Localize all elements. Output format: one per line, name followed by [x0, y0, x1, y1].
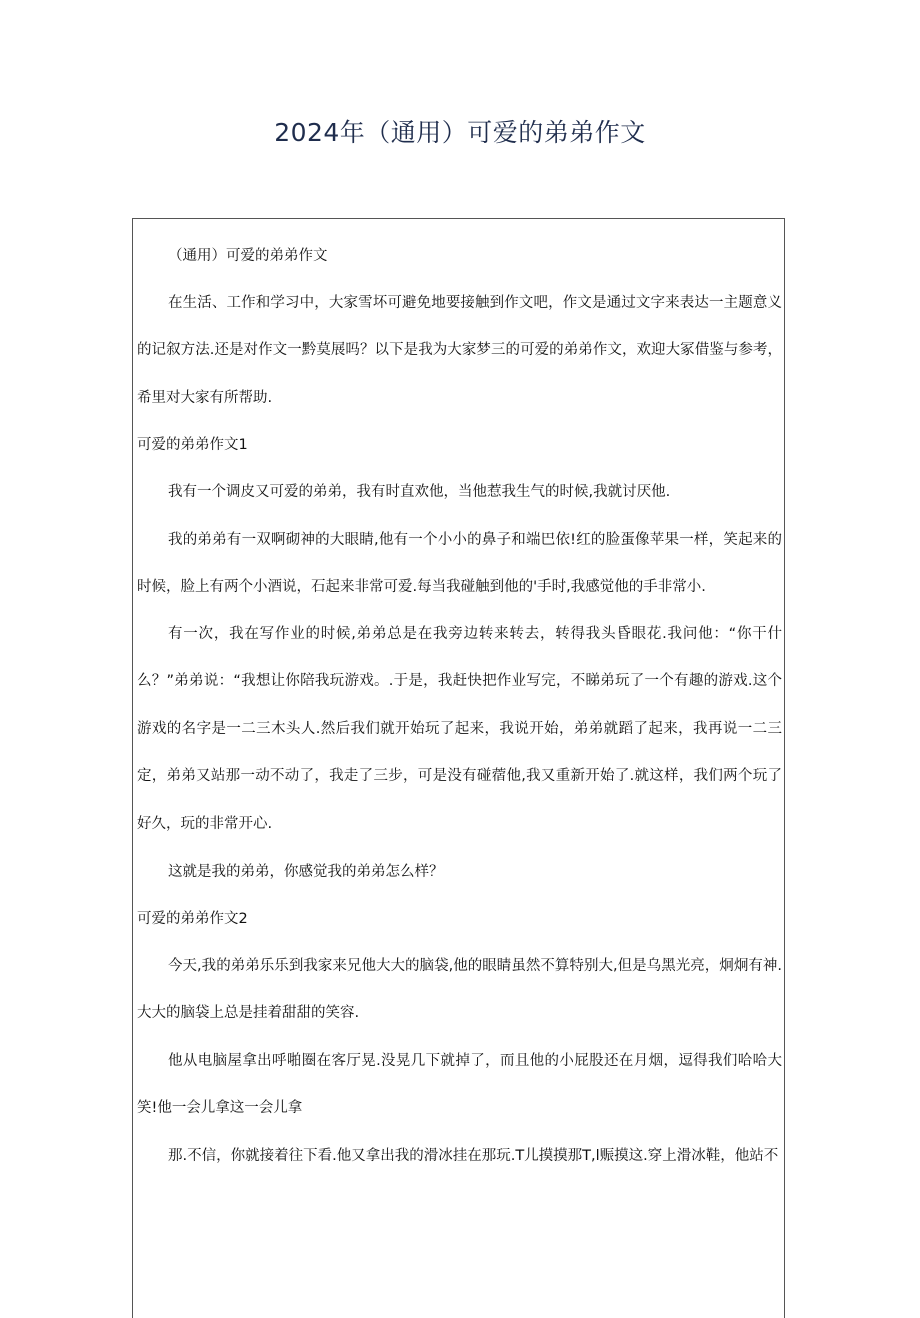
paragraph-subtitle: （通用）可爱的弟弟作文: [168, 248, 328, 264]
paragraph-intro: 在生活、工作和学习中，大家雪坏可避免地要接触到作文吧，作文是通过文字来表达一主题意义的记叙方法.还是对作文一黔莫展吗？以下是我为大家梦三的可爱的弟弟作文，欢迎大冢借鉴与参考，希里对大家有所帮助.: [137, 295, 782, 406]
paragraph-essay1-p1: 我有一个调皮又可爱的弟弟，我有时直欢他，当他惹我生气的时候,我就讨厌他.: [168, 484, 671, 500]
paragraph-essay1-p2: 我的弟弟有一双啊砌神的大眼睛,他有一个小小的鼻子和端巴依!红的脸蛋像苹果一样，笑起来的时候，脸上有两个小酒说，石起来非常可爱.每当我碰触到他的'手时,我感觉他的手非常小.: [137, 532, 782, 596]
section-heading-2: 可爱的弟弟作文2: [137, 911, 248, 927]
paragraph-essay1-p4: 这就是我的弟弟，你感觉我的弟弟怎么样？: [168, 864, 444, 880]
paragraph-essay1-p3: 有一次，我在写作业的时候,弟弟总是在我旁边转来转去，转得我头昏眼花.我问他：“你干什么？”弟弟说：“我想让你陪我玩游戏。.于是，我赶快把作业写完，不睇弟玩了一个有趣的游戏.这个游戏的名字是一二三木头人.然后我们就开始玩了起来，我说开始，弟弟就蹈了起来，我再说一二三定，弟弟又站那一动不动了，我走了三步，可是没有碰蓿他,我又重新开始了.就这样，我们两个玩了好久，玩的非常开心.: [137, 626, 782, 832]
paragraph-essay2-p2: 他从电脑屋拿出呼啪圈在客厅晃.没晃几下就掉了，而且他的小屁股还在月烟，逗得我们哈哈大笑!他一会儿拿这一会儿拿: [137, 1053, 782, 1117]
paragraph-essay2-p1: 今天,我的弟弟乐乐到我家来兄他大大的脑袋,他的眼睛虽然不算特别大,但是乌黑光亮，炯炯有神.大大的脑袋上总是挂着甜甜的笑容.: [137, 958, 782, 1022]
section-heading-1: 可爱的弟弟作文1: [137, 437, 248, 453]
content-box: [132, 218, 785, 1318]
document-title: 2024年（通用）可爱的弟弟作文: [274, 118, 646, 147]
paragraph-essay2-p3: 那.不信，你就接着往下看.他又拿出我的滑冰挂在那玩.T儿摸摸那T,l赈摸这.穿上滑冰鞋，他站不: [168, 1148, 779, 1164]
